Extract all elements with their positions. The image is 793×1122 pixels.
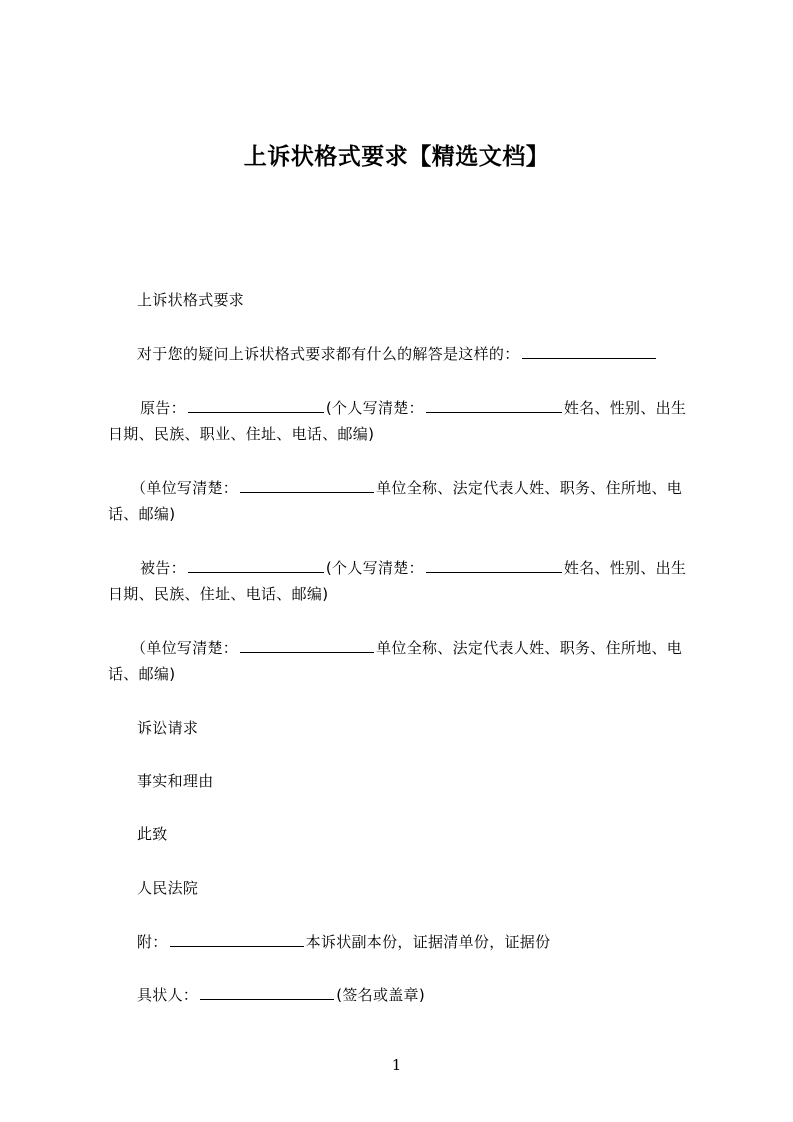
attachment-blank [170,931,304,947]
defendant-unit-prefix: （单位写清楚： [131,639,239,657]
signer-note: (签名或盖章) [336,986,426,1004]
defendant-individual-prefix: (个人写清楚： [325,559,424,577]
intro-paragraph [137,341,658,367]
intro-blank-line [522,343,656,359]
defendant-individual-fields: 姓名、性别、出生 [563,559,687,577]
plaintiff-individual-fields: 姓名、性别、出生 [563,399,687,417]
plaintiff-line-2 [108,421,374,447]
defendant-unit-fields: 单位全称、法定代表人姓、职务、住所地、电 [376,639,683,657]
plaintiff-line-1 [140,395,686,421]
plaintiff-unit-line-1 [131,475,682,501]
facts-text: 事实和理由 [137,772,214,790]
attachment-label: 附： [137,933,168,951]
closing-salutation [137,821,168,847]
plaintiff-unit-fields-cont: 话、邮编) [108,505,176,523]
court-text: 人民法院 [137,879,199,897]
court-line [137,875,198,901]
signer-label: 具状人： [137,986,199,1004]
defendant-unit-line-2 [108,661,175,687]
attachment-line [137,929,550,955]
intro-text: 对于您的疑问上诉状格式要求都有什么的解答是这样的： [137,345,520,363]
defendant-line-1 [140,555,686,581]
heading-text: 上诉状格式要求 [137,291,245,309]
defendant-label: 被告： [140,559,186,577]
defendant-name-blank [188,557,324,573]
defendant-unit-line-1 [131,635,682,661]
plaintiff-unit-prefix: （单位写清楚： [131,479,239,497]
plaintiff-unit-blank [240,477,374,493]
defendant-line-2 [108,581,328,607]
respectfully-text: 此致 [137,825,168,843]
plaintiff-unit-line-2 [108,501,175,527]
signer-line [137,982,425,1008]
defendant-individual-fields-cont: 日期、民族、住址、电话、邮编) [108,585,329,603]
claims-text: 诉讼请求 [137,719,199,737]
defendant-unit-fields-cont: 话、邮编) [108,665,176,683]
document-title: 上诉状格式要求【精选文档】 [243,144,550,170]
plaintiff-individual-prefix: (个人写清楚： [325,399,424,417]
attachment-text: 本诉状副本份，证据清单份，证据份 [305,933,551,951]
page-number: 1 [391,1056,402,1074]
facts-heading [137,768,214,794]
plaintiff-individual-fields-cont: 日期、民族、职业、住址、电话、邮编) [108,425,375,443]
signer-blank [200,984,334,1000]
defendant-individual-blank [426,557,562,573]
section-heading [137,287,244,313]
defendant-unit-blank [240,637,374,653]
plaintiff-name-blank [188,397,324,413]
plaintiff-label: 原告： [140,399,186,417]
claims-heading [137,715,198,741]
plaintiff-individual-blank [426,397,562,413]
plaintiff-unit-fields: 单位全称、法定代表人姓、职务、住所地、电 [376,479,683,497]
